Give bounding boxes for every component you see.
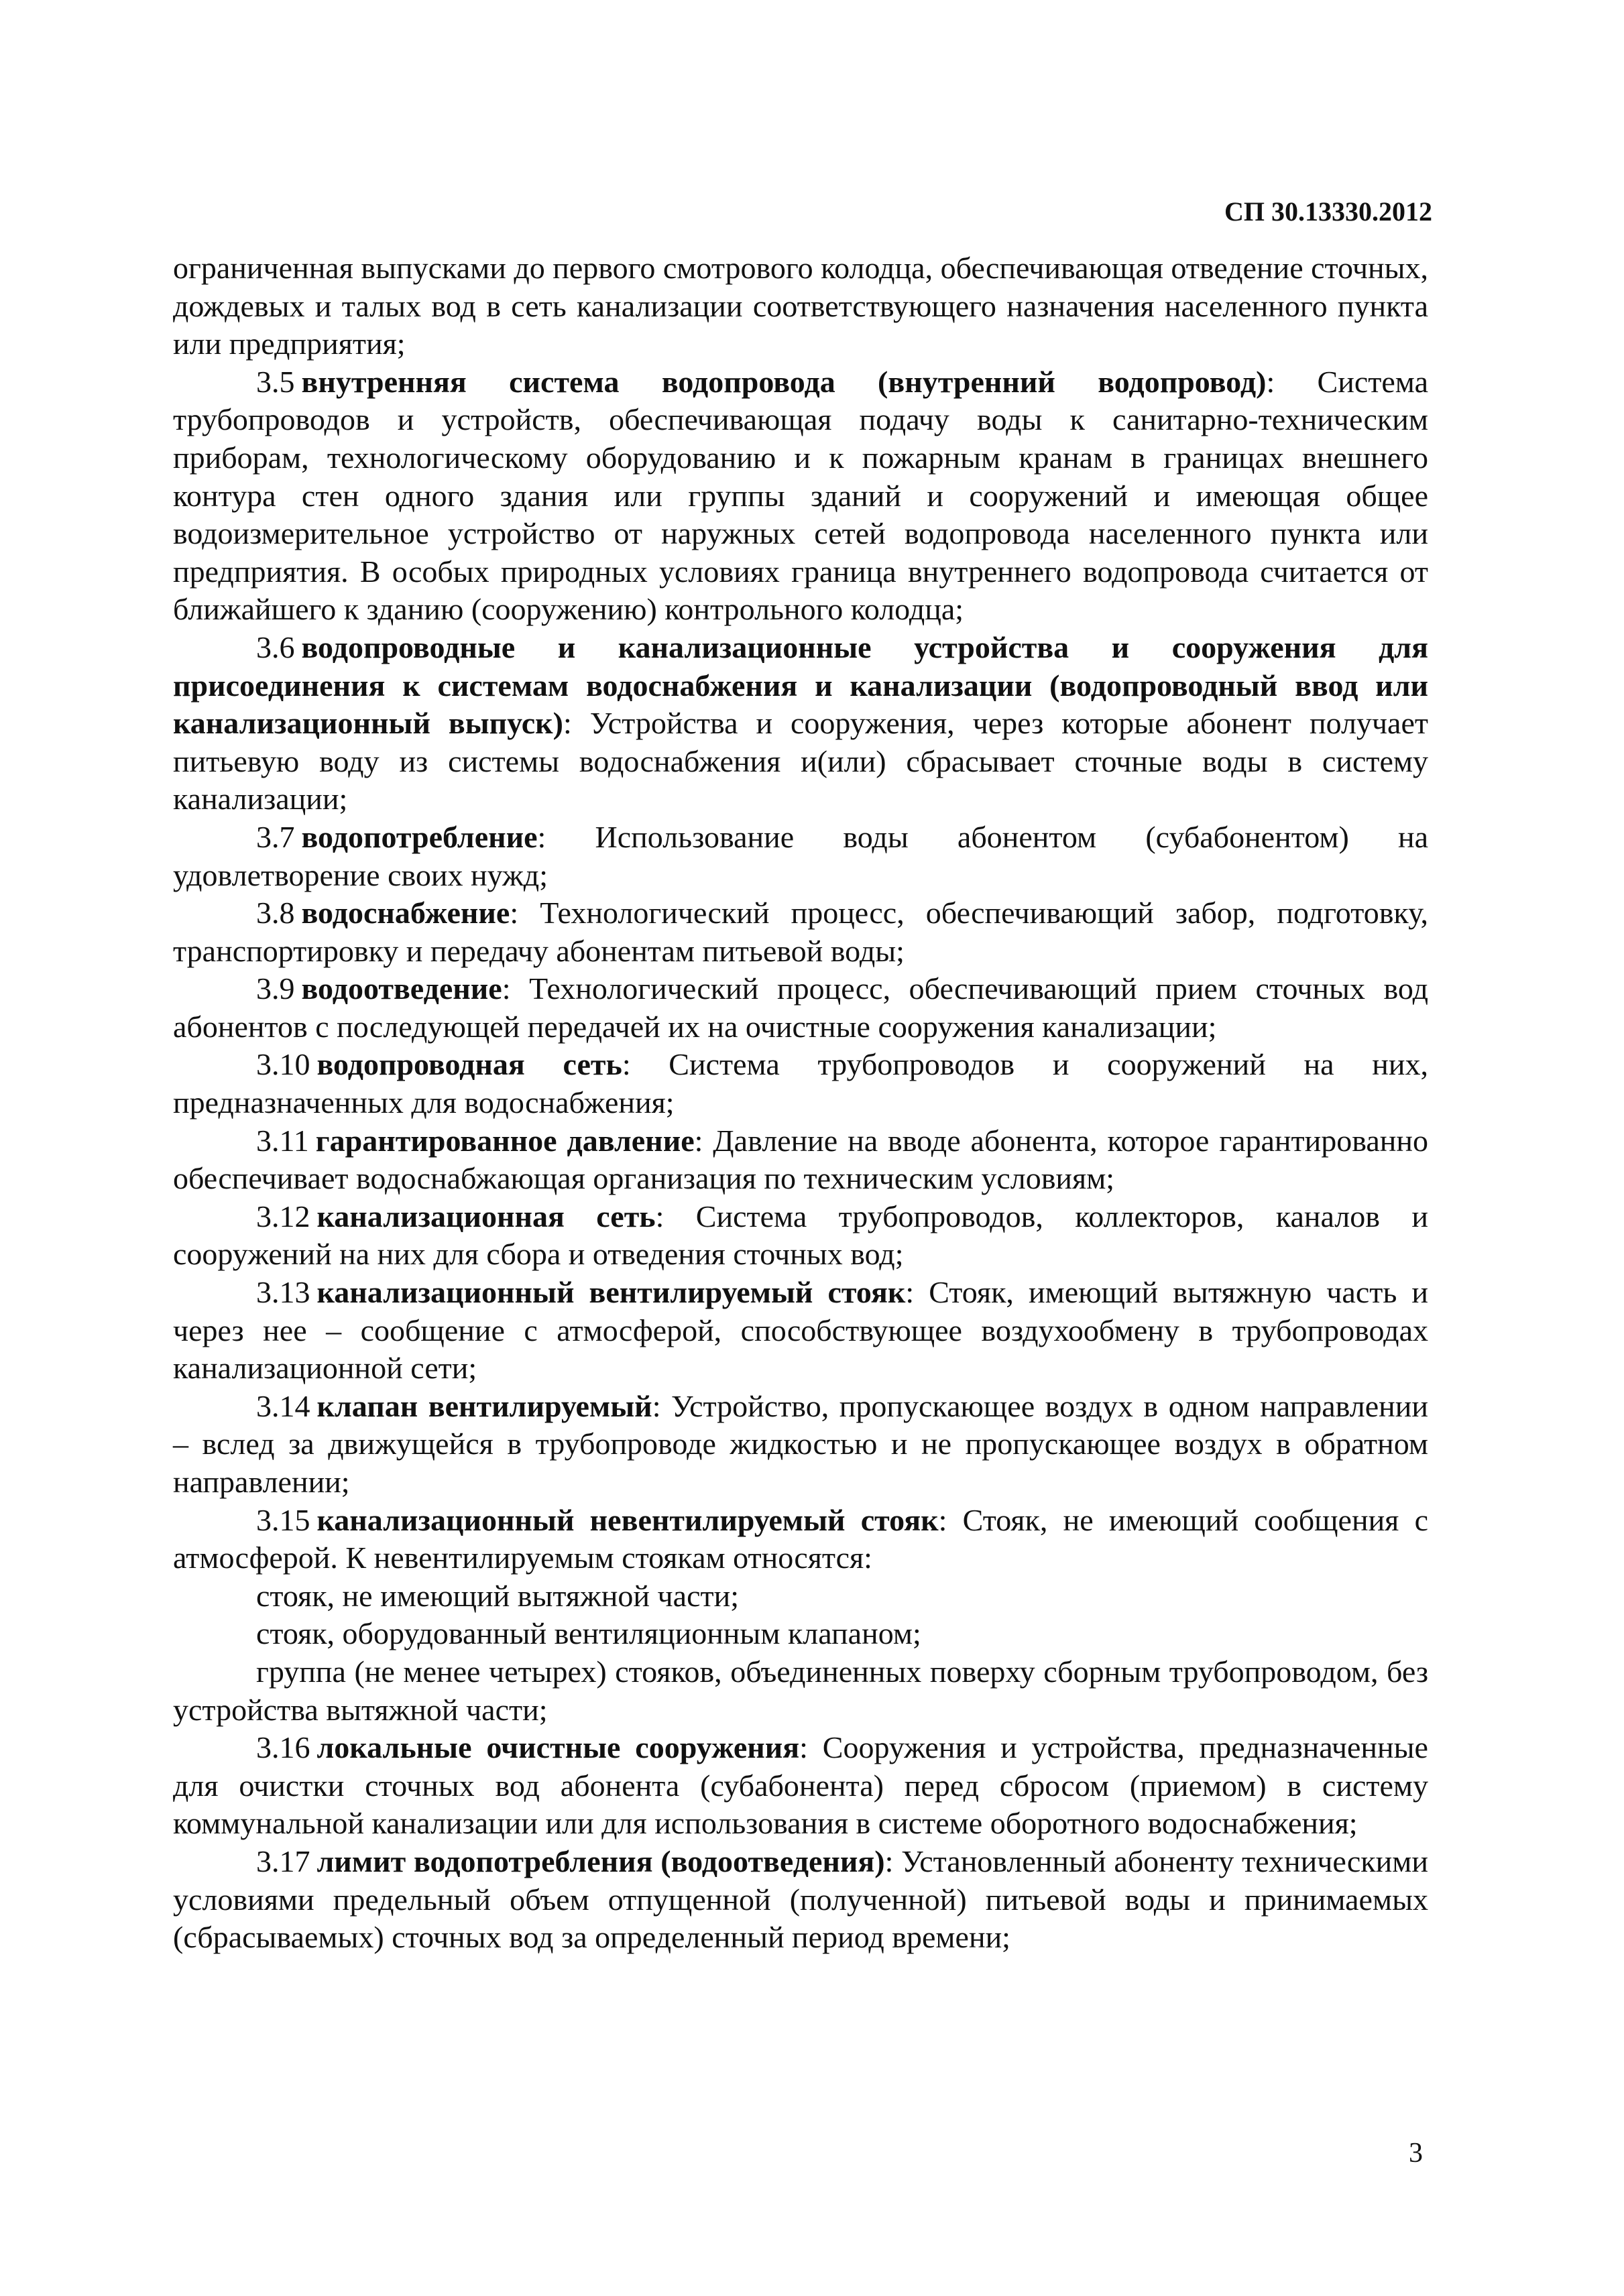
- definition-text: : Использование воды абонентом (субабонентом) на удовлетворение своих нужд;: [173, 819, 1428, 892]
- definition-text: : Сооружения и устройства, предназначенные для очистки сточных вод абонента (субабонента) перед сбросом (приемом) в систему коммунальной канализации или для использования в системе оборотного водоснабжения;: [173, 1730, 1428, 1841]
- definition-term: водоотведение: [301, 971, 502, 1006]
- definition-number: 3.6: [256, 629, 295, 664]
- definition-term: канализационный вентилируемый стояк: [316, 1275, 906, 1310]
- document-code: СП 30.13330.2012: [1224, 196, 1432, 227]
- definition-number: 3.15: [256, 1502, 310, 1537]
- definition-term: канализационный невентилируемый стояк: [316, 1502, 939, 1537]
- definition-number: 3.12: [256, 1199, 310, 1233]
- definition-3-11: [173, 1122, 1428, 1198]
- definition-text: : Система трубопроводов и устройств, обеспечивающая подачу воды к санитарно-техническим приборам, технологическому оборудованию и к пожарным кранам в границах внешнего контура стен одного здания или группы зданий и сооружений и имеющая общее водоизмерительное устройство от наружных сетей водопровода населенного пункта или предприятия. В особых природных условиях граница внутреннего водопровода считается от ближайшего к зданию (сооружению) контрольного колодца;: [173, 364, 1429, 627]
- sub-item: стояк, не имеющий вытяжной части;: [256, 1578, 740, 1613]
- definition-3-17: [173, 1843, 1428, 1957]
- definition-term: внутренняя система водопровода (внутренний водопровод): [301, 364, 1267, 399]
- definition-number: 3.11: [256, 1123, 309, 1158]
- definition-term: водопроводные и канализационные устройства и сооружения для присоединения к системам водоснабжения и канализации (водопроводный ввод или канализационный выпуск): [173, 629, 1428, 741]
- definition-number: 3.14: [256, 1388, 310, 1423]
- definition-3-14: [173, 1388, 1428, 1502]
- page-number: 3: [1409, 2138, 1423, 2169]
- definition-3-5: [173, 363, 1428, 629]
- definition-text: : Система трубопроводов, коллекторов, каналов и сооружений на них для сбора и отведения сточных вод;: [173, 1199, 1428, 1272]
- definition-term: гарантированное давление: [315, 1123, 695, 1158]
- definition-number: 3.16: [256, 1730, 310, 1765]
- definition-3-7: [173, 819, 1428, 894]
- definition-term: клапан вентилируемый: [316, 1388, 652, 1423]
- definition-number: 3.7: [256, 819, 295, 854]
- definition-number: 3.17: [256, 1844, 310, 1878]
- definition-3-9: [173, 970, 1428, 1046]
- definition-number: 3.9: [256, 971, 295, 1006]
- definition-term: водопроводная сеть: [316, 1047, 622, 1082]
- definition-text: : Стояк, не имеющий сообщения с атмосферой. К невентилируемым стоякам относятся:: [173, 1502, 1428, 1575]
- definition-3-10: [173, 1046, 1428, 1122]
- definition-text: : Установленный абоненту техническими условиями предельный объем отпущенной (полученной) питьевой воды и принимаемых (сбрасываемых) сточных вод за определенный период времени;: [173, 1844, 1429, 1955]
- sub-item: стояк, оборудованный вентиляционным клапаном;: [256, 1616, 921, 1651]
- definition-text: : Давление на вводе абонента, которое гарантированно обеспечивает водоснабжающая организация по техническим условиям;: [173, 1123, 1429, 1196]
- definition-3-8: [173, 894, 1428, 970]
- definition-number: 3.8: [256, 896, 295, 930]
- definition-text: : Устройства и сооружения, через которые абонент получает питьевую воду из системы водоснабжения и(или) сбрасывает сточные воды в систему канализации;: [173, 706, 1428, 817]
- definition-text: : Технологический процесс, обеспечивающий забор, подготовку, транспортировку и передачу абонентам питьевой воды;: [173, 896, 1428, 968]
- definition-text: : Стояк, имеющий вытяжную часть и через нее – сообщение с атмосферой, способствующее воздухообмену в трубопроводах канализационной сети;: [173, 1275, 1429, 1386]
- sub-item: группа (не менее четырех) стояков, объединенных поверху сборным трубопроводом, без устройства вытяжной части;: [173, 1654, 1428, 1727]
- definition-term: локальные очистные сооружения: [316, 1730, 800, 1765]
- definition-text: : Устройство, пропускающее воздух в одном направлении – вслед за движущейся в трубопроводе жидкостью и не пропускающее воздух в обратном направлении;: [173, 1388, 1428, 1499]
- definition-number: 3.13: [256, 1275, 310, 1310]
- definition-text: : Система трубопроводов и сооружений на них, предназначенных для водоснабжения;: [173, 1047, 1428, 1120]
- definition-text: : Технологический процесс, обеспечивающий прием сточных вод абонентов с последующей передачей их на очистные сооружения канализации;: [173, 971, 1428, 1044]
- definition-3-15: [173, 1502, 1428, 1577]
- definition-number: 3.5: [256, 364, 295, 399]
- definition-term: водопотребление: [301, 819, 538, 854]
- continuation-paragraph: ограниченная выпусками до первого смотрового колодца, обеспечивающая отведение сточных, дождевых и талых вод в сеть канализации соответствующего назначения населенного пункта или предприятия;: [173, 251, 1429, 361]
- definition-term: лимит водопотребления (водоотведения): [316, 1844, 885, 1878]
- definition-3-12: [173, 1198, 1428, 1274]
- definition-number: 3.10: [256, 1047, 310, 1082]
- definition-3-6: [173, 629, 1428, 819]
- definition-term: водоснабжение: [301, 896, 510, 930]
- definition-3-16: [173, 1729, 1428, 1843]
- definition-3-13: [173, 1274, 1428, 1388]
- document-body: [173, 249, 1428, 1957]
- definition-term: канализационная сеть: [316, 1199, 656, 1233]
